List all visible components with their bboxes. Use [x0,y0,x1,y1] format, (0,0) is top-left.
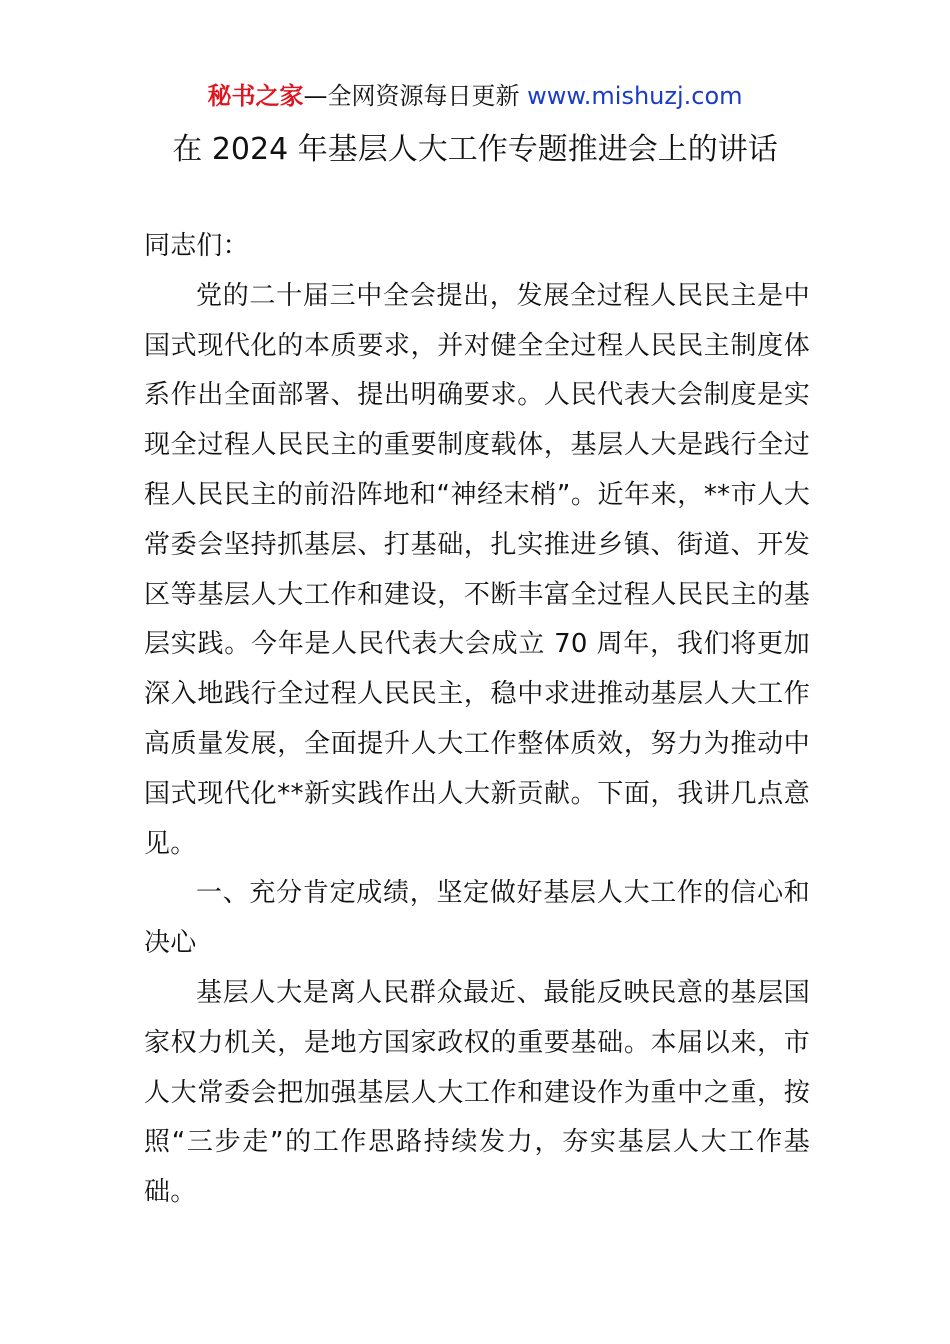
site-url: www.mishuzj.com [527,82,743,110]
section-heading: 一、充分肯定成绩，坚定做好基层人大工作的信心和决心 [144,878,810,959]
site-header [0,80,950,112]
document-title: 在 2024 年基层人大工作专题推进会上的讲话 [172,132,778,167]
body-paragraph: 基层人大是离人民群众最近、最能反映民意的基层国家权力机关，是地方国家政权的重要基础。本届以来，市人大常委会把加强基层人大工作和建设作为重中之重，按照“三步走”的工作思路持续发力，夯实基层人大工作基础。 [144,977,810,1208]
salutation: 同志们： [144,231,249,261]
intro-paragraph: 党的二十届三中全会提出，发展全过程人民民主是中国式现代化的本质要求，并对健全全过程人民民主制度体系作出全面部署、提出明确要求。人民代表大会制度是实现全过程人民民主的重要制度载体，基层人大是践行全过程人民民主的前沿阵地和“神经末梢”。近年来，**市人大常委会坚持抓基层、打基础，扎实推进乡镇、街道、开发区等基层人大工作和建设，不断丰富全过程人民民主的基层实践。今年是人民代表大会成立 70 周年，我们将更加深入地践行全过程人民民主，稳中求进推动基层人大工作高质量发展，全面提升人大工作整体质效，努力为推动中国式现代化**新实践作出人大新贡献。下面，我讲几点意见。 [144,280,810,859]
brand-name: 秘书之家 [207,82,304,110]
document-body [144,222,810,1218]
header-tagline: —全网资源每日更新 [303,82,520,110]
